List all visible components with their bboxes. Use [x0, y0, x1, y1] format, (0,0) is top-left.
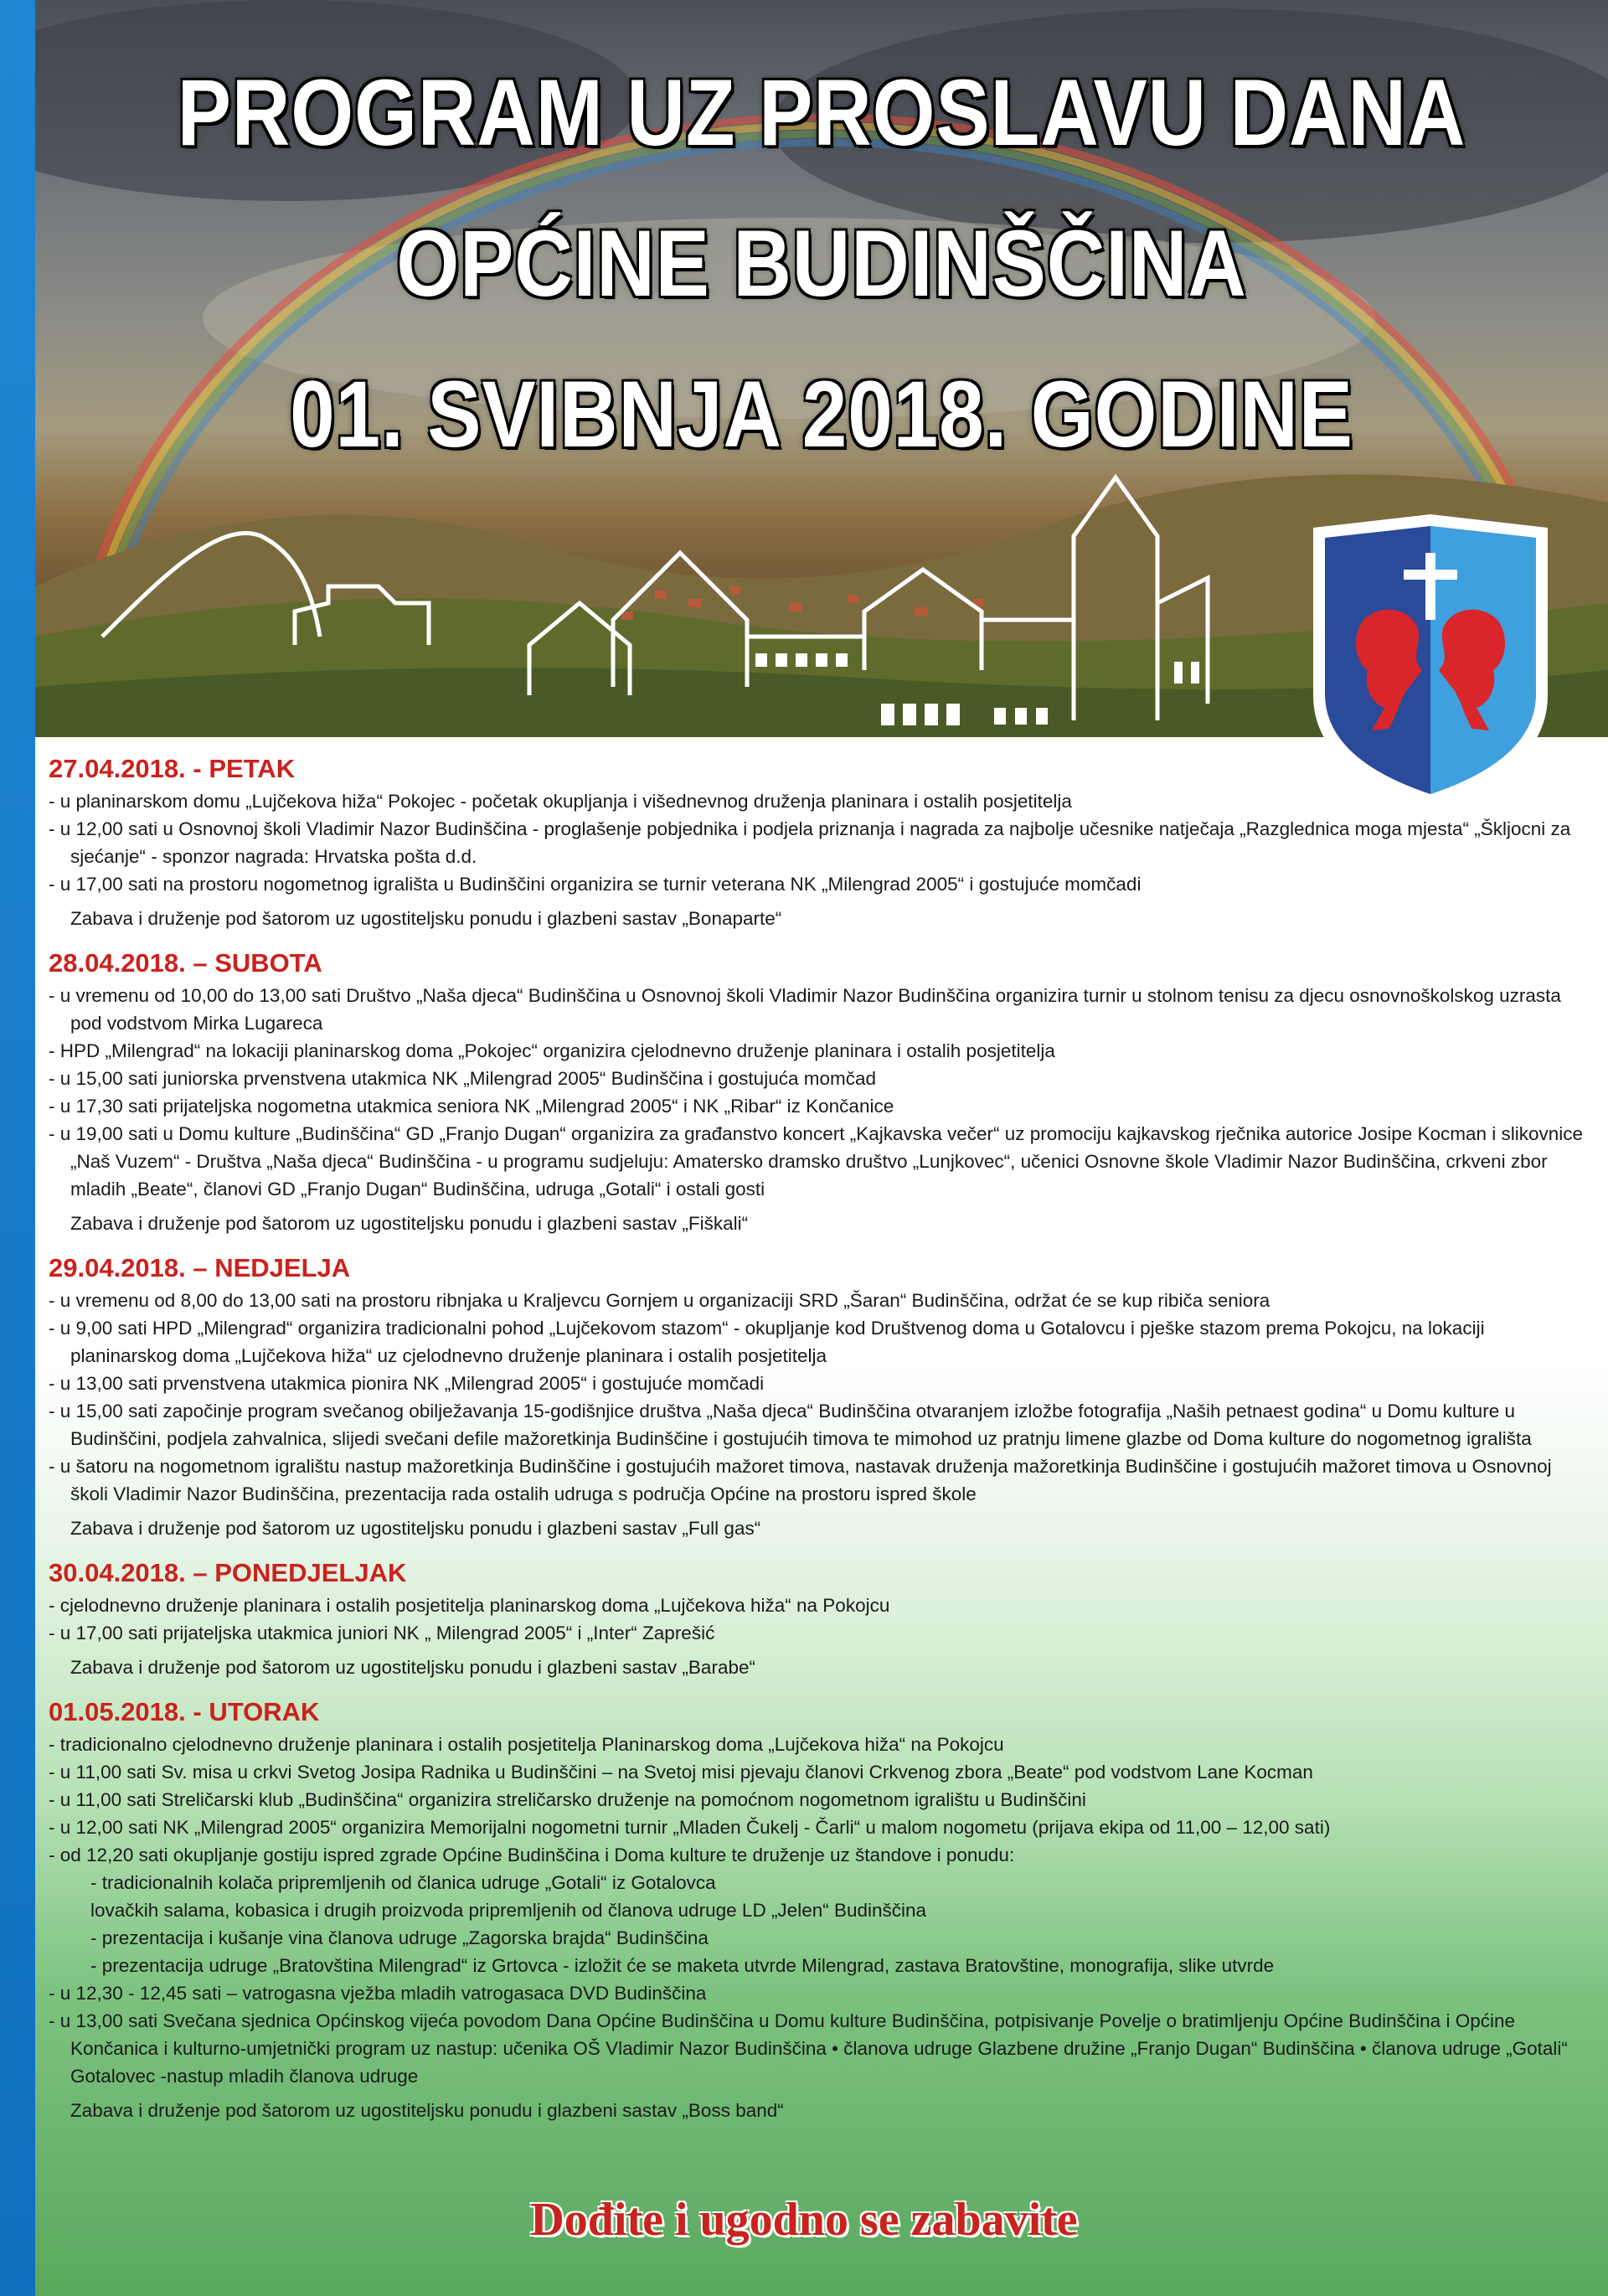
program-item: - tradicionalno cjelodnevno druženje planinara i ostalih posjetitelja Planinarskog doma „Lujčekova hiža“ na Pokojcu: [49, 1734, 1004, 1755]
program-item: - u 13,00 sati Svečana sjednica Općinskog vijeća povodom Dana Općine Budinščina u Domu kulture Budinščina, potpisivanje Povelje o bratimljenju Općine Budinščina i Općine Končanica i kulturno-umjetnički program uz nastup: učenika OŠ Vladimir Nazor Budinščina • članova udruge Glazbene družine „Franjo Dugan“ Budinščina • članova udruge „Gotali“ Gotalovec -nastup mladih članova udruge: [49, 2010, 1568, 2087]
day-section: [49, 754, 1606, 935]
program-subitem: - tradicionalnih kolača pripremljenih od članica udruge „Gotali“ iz Gotalovca: [90, 1872, 716, 1893]
program-item: - cjelodnevno druženje planinara i ostalih posjetitelja planinarskog doma „Lujčekova hiža“ na Pokojcu: [49, 1595, 890, 1616]
day-section: [49, 1558, 1606, 1684]
program-item: - u 12,00 sati NK „Milengrad 2005“ organizira Memorijalni nogometni turnir „Mladen Čukelj - Čarli“ u malom nogometu (prijava ekipa od 11,00 – 12,00 sati): [49, 1817, 1331, 1838]
program-item: - u 19,00 sati u Domu kulture „Budinščina“ GD „Franjo Dugan“ organizira za građanstvo koncert „Kajkavska večer“ uz promociju kajkavskog rječnika autorice Josipe Kocman i slikovnice „Naš Vuzem“ - Društva „Naša djeca“ Budinščina - u programu sudjeluju: Amatersko dramsko društvo „Lunjkovec“, učenici Osnovne škole Vladimir Nazor Budinščina, crkveni zbor mladih „Beate“, članovi GD „Franjo Dugan“ Budinščina, udruga „Gotali“ i ostali gosti: [49, 1123, 1584, 1200]
title-line-1: PROGRAM UZ PROSLAVU DANA: [177, 60, 1466, 165]
program-item: - u 17,00 sati prijateljska utakmica juniori NK „ Milengrad 2005“ i „Inter“ Zaprešić: [49, 1623, 715, 1643]
title-line-3: 01. SVIBNJA 2018. GODINE: [290, 362, 1353, 467]
side-blue-bar: [0, 0, 35, 2296]
program-subitem: - prezentacija i kušanje vina članova udruge „Zagorska brajda“ Budinščina: [90, 1927, 709, 1948]
entertainment-note: Zabava i druženje pod šatorom uz ugostiteljsku ponudu i glazbeni sastav „Barabe“: [70, 1657, 755, 1678]
program-subitem: lovačkih salama, kobasica i drugih proizvoda pripremljenih od članova udruge LD „Jelen“ Budinščina: [90, 1900, 927, 1921]
day-heading: 30.04.2018. – PONEDJELJAK: [49, 1558, 407, 1587]
day-section: [49, 1697, 1606, 2127]
entertainment-note: Zabava i druženje pod šatorom uz ugostiteljsku ponudu i glazbeni sastav „Boss band“: [70, 2100, 784, 2121]
program-item: - u 15,00 sati započinje program svečanog obilježavanja 15-godišnjice društva „Naša djeca“ Budinščina otvaranjem izložbe fotografija „Naših petnaest godina“ u Domu kulture u Budinščini, podjela zahvalnica, slijedi svečani defile mažoretkinja Budinščine i gostujućih timova te mimohod uz pratnju limene glazbe od Doma kulture do nogometnog igrališta: [49, 1401, 1532, 1449]
day-heading: 27.04.2018. - PETAK: [49, 754, 296, 783]
day-heading: 01.05.2018. - UTORAK: [49, 1697, 320, 1726]
program-item: - od 12,20 sati okupljanje gostiju ispred zgrade Općine Budinščina i Doma kulture te druženje uz štandove i ponudu:: [49, 1845, 1015, 1865]
program-item: - u 9,00 sati HPD „Milengrad“ organizira tradicionalni pohod „Lujčekovom stazom“ - okupljanje kod Društvenog doma u Gotalovcu i pješke stazom prema Pokojcu, na lokaciji planinarskog doma „Lujčekova hiža“ uz cjelodnevno druženje planinara i ostalih posjetitelja: [49, 1318, 1485, 1366]
entertainment-note: Zabava i druženje pod šatorom uz ugostiteljsku ponudu i glazbeni sastav „Fiškali“: [70, 1213, 749, 1234]
day-heading: 28.04.2018. – SUBOTA: [49, 948, 322, 978]
day-section: [49, 948, 1606, 1240]
program-item: - u 12,30 - 12,45 sati – vatrogasna vježba mladih vatrogasaca DVD Budinščina: [49, 1983, 707, 2004]
program-item: - u 17,00 sati na prostoru nogometnog igrališta u Budinščini organizira se turnir veterana NK „Milengrad 2005“ i gostujuće momčadi: [49, 874, 1142, 895]
day-heading: 29.04.2018. – NEDJELJA: [49, 1253, 351, 1282]
program-item: - u 11,00 sati Streličarski klub „Budinščina“ organizira streličarsko druženje na pomoćnom nogometnom igralištu u Budinščini: [49, 1789, 1086, 1810]
program-item: - u 12,00 sati u Osnovnoj školi Vladimir Nazor Budinščina - proglašenje pobjednika i podjela priznanja i nagrada za najbolje učesnike natječaja „Razglednica moga mjesta“ „Šklјocni za sjećanje“ - sponzor nagrada: Hrvatska pošta d.d.: [49, 818, 1571, 867]
title-line-2: OPĆINE BUDINŠČINA: [396, 211, 1247, 316]
program-item: - u vremenu od 8,00 do 13,00 sati na prostoru ribnjaka u Kraljevcu Gornjem u organizaciji SRD „Šaran“ Budinščina, održat će se kup ribiča seniora: [49, 1290, 1270, 1311]
day-section: [49, 1253, 1606, 1545]
entertainment-note: Zabava i druženje pod šatorom uz ugostiteljsku ponudu i glazbeni sastav „Bonaparte“: [70, 908, 782, 929]
program-item: - u 11,00 sati Sv. misa u crkvi Svetog Josipa Radnika u Budinščini – na Svetoj misi pjevaju članovi Crkvenog zbora „Beate“ pod vodstvom Lane Kocman: [49, 1762, 1313, 1783]
program-item: - u planinarskom domu „Lujčekova hiža“ Pokojec - početak okupljanja i višednevnog druženja planinara i ostalih posjetitelja: [49, 791, 1072, 812]
program-item: - u 13,00 sati prvenstvena utakmica pionira NK „Milengrad 2005“ i gostujuće momčadi: [49, 1373, 765, 1394]
program-subitem: - prezentacija udruge „Bratovština Milengrad“ iz Grtovca - izložit će se maketa utvrde Milengrad, zastava Bratovštine, monografija, slike utvrde: [90, 1955, 1275, 1976]
program-item: - u šatoru na nogometnom igralištu nastup mažoretkinja Budinščine i gostujućih mažoret timova, nastavak druženja mažoretkinja Budinščine i gostujućih mažoret timova u Osnovnoj školi Vladimir Nazor Budinščina, prezentacija rada ostalih udruga s područja Općine na prostoru ispred škole: [49, 1456, 1552, 1504]
footer-slogan: Dođite i ugodno se zabavite: [530, 2194, 1078, 2246]
program-item: - u vremenu od 10,00 do 13,00 sati Društvo „Naša djeca“ Budinščina u Osnovnoj školi Vladimir Nazor Budinščina organizira turnir u stolnom tenisu za djecu osnovnoškolskog uzrasta pod vodstvom Mirka Lugareca: [49, 985, 1561, 1034]
program-item: - HPD „Milengrad“ na lokaciji planinarskog doma „Pokojec“ organizira cjelodnevno druženje planinara i ostalih posjetitelja: [49, 1040, 1055, 1061]
program-item: - u 15,00 sati juniorska prvenstvena utakmica NK „Milengrad 2005“ Budinščina i gostujuća momčad: [49, 1068, 877, 1089]
program-item: - u 17,30 sati prijateljska nogometna utakmica seniora NK „Milengrad 2005“ i NK „Ribar“ iz Končanice: [49, 1096, 894, 1117]
entertainment-note: Zabava i druženje pod šatorom uz ugostiteljsku ponudu i glazbeni sastav „Full gas“: [70, 1518, 761, 1539]
programme-content: [49, 754, 1606, 2140]
